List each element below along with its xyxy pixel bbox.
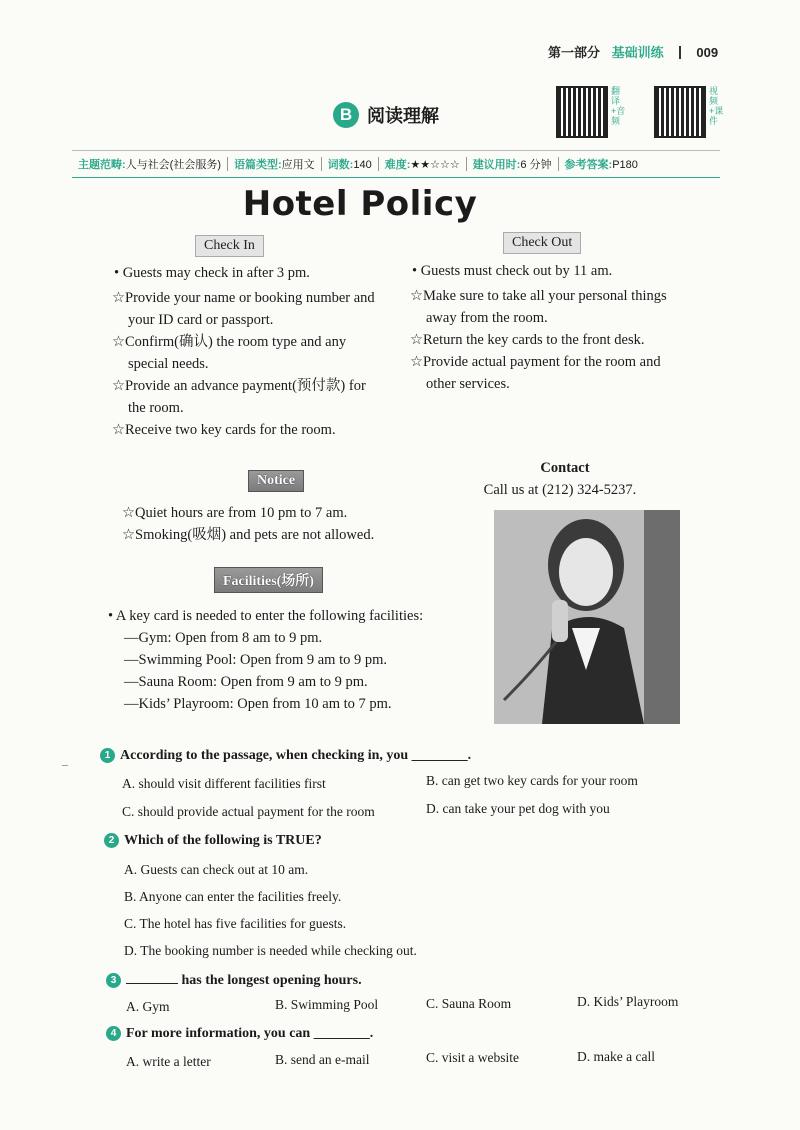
list-item: ☆Provide your name or booking number and [112,290,375,306]
question-stem: Which of the following is TRUE? [124,833,322,848]
question-1 [100,748,471,764]
page-header [548,42,718,61]
list-item: ☆Return the key cards to the front desk. [410,332,645,348]
list-item: other services. [426,376,510,392]
document-title: Hotel Policy [242,184,478,224]
qr-code-icon[interactable] [654,86,706,138]
meta-difficulty: 难度:★★☆☆☆ [384,159,460,171]
meta-words: 词数:140 [327,159,372,171]
receptionist-photo [494,510,680,724]
meta-genre: 语篇类型:应用文 [234,159,315,171]
receptionist-illustration [494,510,680,724]
option[interactable]: B. send an e-mail [275,1052,370,1067]
list-item: • Guests may check in after 3 pm. [114,265,310,281]
option[interactable]: C. should provide actual payment for the room [122,804,375,819]
option[interactable]: D. can take your pet dog with you [426,801,610,816]
question-2 [104,833,322,849]
list-item: ☆Provide an advance payment(预付款) for [112,378,366,394]
meta-bar [72,150,720,178]
option[interactable]: A. should visit different facilities first [122,776,326,791]
facilities-list [108,605,423,715]
qr-caption: 视频+课件 [709,86,724,126]
list-item: —Kids’ Playroom: Open from 10 am to 7 pm. [124,696,392,712]
notice-list [122,502,374,546]
notice-heading: Notice [248,470,304,492]
answer-blank[interactable] [126,971,178,984]
option[interactable]: B. Swimming Pool [275,997,379,1012]
option[interactable]: C. Sauna Room [426,996,512,1011]
header-divider [679,46,681,59]
list-item: • A key card is needed to enter the following facilities: [108,608,424,624]
qr-block-translation[interactable] [556,86,626,138]
option[interactable]: C. The hotel has five facilities for guests. [124,916,347,931]
option[interactable]: B. can get two key cards for your room [426,773,638,788]
contact-phone: Call us at (212) 324-5237. [483,482,637,498]
meta-answer: 参考答案:P180 [564,159,638,171]
meta-theme: 主题范畴:人与社会(社会服务) [78,159,221,171]
question-3 [106,971,362,989]
list-item: the room. [128,400,184,416]
option[interactable]: A. Guests can check out at 10 am. [124,862,309,877]
contact-heading: Contact [540,460,590,476]
question-4 [106,1026,373,1042]
list-item: special needs. [128,356,209,372]
list-item: ☆Receive two key cards for the room. [112,422,336,438]
section-badge: B [333,102,359,128]
qr-code-icon[interactable] [556,86,608,138]
option[interactable]: A. write a letter [126,1054,211,1069]
check-out-list [410,260,667,395]
question-stem: For more information, you can ________. [126,1026,374,1041]
question-number: 4 [106,1026,121,1041]
list-item: —Swimming Pool: Open from 9 am to 9 pm. [124,652,388,668]
list-item: ☆Quiet hours are from 10 pm to 7 am. [122,505,348,521]
list-item: —Gym: Open from 8 am to 9 pm. [124,630,323,646]
check-in-list [112,262,375,441]
section-name: 阅读理解 [367,106,439,126]
meta-time: 建议用时:6 分钟 [472,159,552,171]
list-item: ☆Provide actual payment for the room and [410,354,661,370]
margin-mark: – [62,757,68,771]
qr-block-video[interactable] [654,86,724,138]
list-item: —Sauna Room: Open from 9 am to 9 pm. [124,674,368,690]
option[interactable]: D. Kids’ Playroom [577,994,679,1009]
question-stem: has the longest opening hours. [181,973,362,988]
check-in-heading: Check In [195,235,264,257]
list-item: ☆Smoking(吸烟) and pets are not allowed. [122,527,375,543]
question-stem: According to the passage, when checking in, you ________. [120,748,472,763]
module-label: 基础训练 [611,45,664,60]
facilities-heading: Facilities(场所) [214,567,323,593]
list-item: your ID card or passport. [128,312,274,328]
list-item: ☆Confirm(确认) the room type and any [112,334,347,350]
list-item: away from the room. [426,310,548,326]
question-number: 2 [104,833,119,848]
page-number: 009 [696,45,719,60]
option[interactable]: C. visit a website [426,1050,519,1065]
option[interactable]: D. make a call [577,1049,655,1064]
check-out-heading: Check Out [503,232,581,254]
option[interactable]: B. Anyone can enter the facilities freely. [124,889,342,904]
question-number: 1 [100,748,115,763]
option[interactable]: A. Gym [126,999,170,1014]
section-title [333,102,439,128]
list-item: ☆Make sure to take all your personal things [410,288,667,304]
contact-block [482,457,648,501]
qr-caption: 翻译+音频 [611,86,626,126]
option[interactable]: D. The booking number is needed while checking out. [124,943,417,958]
question-number: 3 [106,973,121,988]
part-label: 第一部分 [548,45,601,60]
list-item: • Guests must check out by 11 am. [412,263,613,279]
